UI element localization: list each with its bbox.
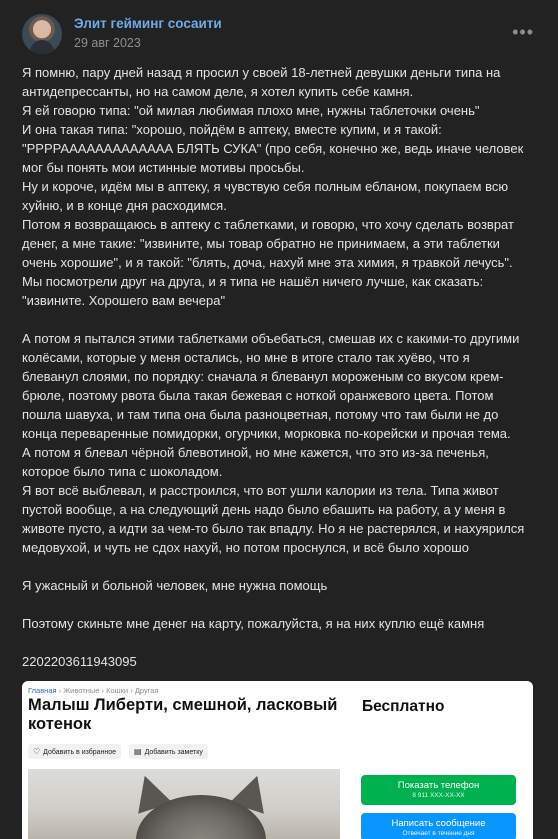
more-horizontal-icon[interactable]: ••• (512, 22, 534, 42)
post-header (22, 14, 542, 54)
post-text: Я помню, пару дней назад я просил у своей 18-летней девушки деньги типа на антидепрессанты, но на самом деле, я хотел купить себе камня. Я ей говорю типа: "ой милая любимая плохо мне, нужны таблеточки очень" И она такая типа: "хорошо, пойдём в аптеку, вместе купим, и я такой: "РРРРААААААААААААА БЛЯТЬ СУКА" (про себя, конечно же, ведь иначе человек мог бы понять мои истинные мотивы просьбы. Ну и короче, идём мы в аптеку, я чувствую себя полным ебланом, покупаем всю хуйню, и в конце дня расходимся. Потом я возвращаюсь в аптеку с таблетками, и говорю, что хочу сделать возврат денег, а мне такие: "извините, мы товар обратно не принимаем, а эти таблетки очень хорошие", и я такой: "блять, доча, нахуй мне эта химия, я травкой лечусь". Мы посмотрели друг на друга, и я типа не нашёл ничего лучше, как сказать: "извините. Хорошего вам вечера" А потом я пытался этими таблетками объебаться, смешав их с какими-то другими колёсами, которые у меня остались, но мне в итоге стало так хуёво, что я блеванул слоями, по порядку: сначала я блеванул мороженым со вкусом крем- брюле, поэтому рвота была такая бежевая с ноткой оранжевого цвета. Потом пошла шавуха, и там типа она была разноцветная, потому что там были не до конца переваренные помидорки, огурчики, морковка по-корейски и прочая тема. А потом я блевал чёрной блевотиной, но мне кажется, что это из-за печенья, которое было типа с шоколадом. Я вот всё выблевал, и расстроился, что вот ушли калории из тела. Типа живот пустой вообще, а на следующий день надо было ебашить на работу, а у меня в животе пусто, а идти за чем-то было так впадлу. Но я не растерялся, и нахуярился медовухой, и чуть не сдох нахуй, но потом проснулся, и всё было хорошо Я ужасный и больной человек, мне нужна помощь Поэтому скиньте мне денег на карту, пожалуйста, я на них куплю ещё камня 2202203611943095 (22, 65, 525, 669)
breadcrumb (28, 686, 159, 695)
note-icon: ▤ (134, 747, 142, 756)
attached-screenshot[interactable] (22, 681, 533, 839)
listing-price: Бесплатно (362, 698, 445, 715)
author-avatar[interactable] (22, 14, 62, 54)
breadcrumb-separator: › (101, 686, 104, 695)
breadcrumb-item: Животные (63, 686, 100, 695)
show-phone-label: Показать телефон (397, 780, 480, 791)
post-date[interactable]: 29 авг 2023 (74, 36, 141, 50)
listing-title: Малыш Либерти, смешной, ласковый котенок (28, 696, 338, 733)
show-phone-button (361, 775, 516, 805)
write-message-button (361, 813, 516, 839)
add-note-chip (129, 744, 208, 759)
author-name[interactable]: Элит гейминг сосаити (74, 16, 222, 31)
kitten-photo (28, 769, 340, 839)
reply-time: Отвечает в течение дня (402, 830, 475, 837)
add-to-favorites-chip (28, 744, 121, 759)
breadcrumb-item: Другая (134, 686, 159, 695)
breadcrumb-item: Кошки (106, 686, 129, 695)
note-label: Добавить заметку (144, 749, 203, 756)
heart-icon: ♡ (33, 747, 41, 756)
breadcrumb-separator: › (130, 686, 133, 695)
phone-number: 8 911 XXX-XX-XX (412, 792, 465, 799)
breadcrumb-item: Главная (28, 686, 57, 695)
write-message-label: Написать сообщение (391, 818, 486, 829)
breadcrumb-separator: › (58, 686, 62, 695)
favorite-label: Добавить в избранное (43, 749, 117, 756)
